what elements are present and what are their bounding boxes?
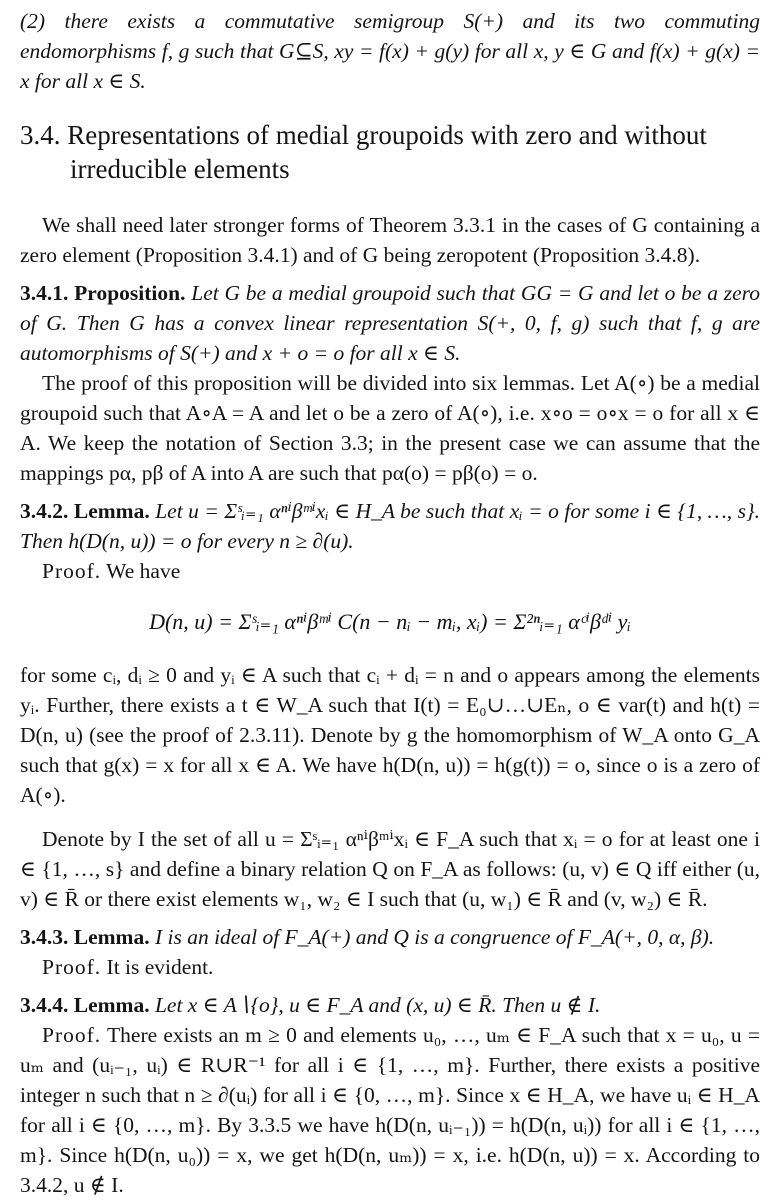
lemma-label: 3.4.2. Lemma. (20, 499, 150, 523)
proof-3-4-4 (20, 1020, 760, 1200)
lemma-statement: Let x ∈ A∖{o}, u ∈ F_A and (x, u) ∈ R̄. Then u ∉ I. (154, 993, 601, 1017)
definition-of-I: Denote by I the set of all u = Σˢᵢ₌₁ αⁿⁱβᵐⁱxᵢ ∈ F_A such that xᵢ = o for at least one i ∈ {1, …, s} and define a binary relation Q on F_A as follows: (u, v) ∈ Q iff either (u, v) ∈ R̄ or there exist elements w₁, w₂ ∈ I such that (u, w₁) ∈ R̄ and (v, w₂) ∈ R̄. (20, 827, 760, 911)
lemma-3-4-3 (20, 922, 760, 952)
proof-3-4-3 (20, 952, 760, 982)
lemma-statement: Let u = Σˢᵢ₌₁ αⁿⁱβᵐⁱxᵢ ∈ H_A be such that xᵢ = o for some i ∈ {1, …, s}. Then h(D(n, u)) = o for every n ≥ ∂(u). (20, 499, 761, 553)
proof-text: It is evident. (106, 955, 214, 979)
display-equation: D(n, u) = Σˢᵢ₌₁ αⁿⁱβᵐⁱ C(n − nᵢ − mᵢ, xᵢ) = Σ²ⁿᵢ₌₁ αᶜⁱβᵈⁱ yᵢ (149, 609, 631, 634)
intro-paragraph: We shall need later stronger forms of Theorem 3.3.1 in the cases of G containing a zero element (Proposition 3.4.1) and of G being zeropotent (Proposition 3.4.8). (20, 213, 760, 267)
intro-item-2: (2) there exists a commutative semigroup S(+) and its two commuting endomorphisms f, g such that G⊆S, xy = f(x) + g(y) for all x, y ∈ G and f(x) + g(x) = x for all x ∈ S. (20, 9, 760, 93)
proof-label: Proof. (42, 1023, 102, 1047)
proof-intro-paragraph: The proof of this proposition will be divided into six lemmas. Let A(∘) be a medial groupoid such that A∘A = A and let o be a zero of A(∘), i.e. x∘o = o∘x = o for all x ∈ A. We keep the notation of Section 3.3; in the present case we can assume that the mappings pα, pβ of A into A are such that pα(o) = pβ(o) = o. (20, 371, 760, 485)
proof-text: There exists an m ≥ 0 and elements u₀, …, uₘ ∈ F_A such that x = u₀, u = uₘ and (uᵢ₋₁, uᵢ) ∈ R∪R⁻¹ for all i ∈ {1, …, m}. Further, there exists a positive integer n such that n ≥ ∂(uᵢ) for all i ∈ {0, …, m}. Since x ∈ H_A, we have uᵢ ∈ H_A for all i ∈ {0, …, m}. By 3.3.5 we have h(D(n, uᵢ₋₁)) = h(D(n, uᵢ)) for all i ∈ {1, …, m}. Since h(D(n, u₀)) = x, we get h(D(n, uₘ)) = x, i.e. h(D(n, u)) = x. According to 3.4.2, u ∉ I. (20, 1023, 760, 1197)
proof-3-4-2-lead (20, 556, 760, 586)
proof-3-4-2-body: for some cᵢ, dᵢ ≥ 0 and yᵢ ∈ A such that cᵢ + dᵢ = n and o appears among the elements yᵢ. Further, there exists a t ∈ W_A such that I(t) = E₀∪…∪Eₙ, o ∈ var(t) and h(t) = D(n, u) (see the proof of 2.3.11). Denote by g the homomorphism of W_A onto G_A such that g(x) = x for all x ∈ A. We have h(D(n, u)) = h(g(t)) = o, since o is a zero of A(∘). (20, 663, 760, 807)
proof-label: Proof. (42, 955, 102, 979)
section-heading: 3.4. Representations of medial groupoids with zero and without irreducible elements (20, 120, 707, 184)
lemma-3-4-4 (20, 990, 760, 1020)
lemma-statement: I is an ideal of F_A(+) and Q is a congruence of F_A(+, 0, α, β). (154, 925, 715, 949)
lemma-label: 3.4.3. Lemma. (20, 925, 150, 949)
lemma-label: 3.4.4. Lemma. (20, 993, 150, 1017)
proposition-label: 3.4.1. Proposition. (20, 281, 186, 305)
proposition-3-4-1 (20, 278, 760, 368)
proposition-statement: Let G be a medial groupoid such that GG = G and let o be a zero of G. Then G has a convex linear representation S(+, 0, f, g) such that f, g are automorphisms of S(+) and x + o = o for all x ∈ S. (20, 281, 760, 365)
proof-label: Proof. (42, 559, 102, 583)
lemma-3-4-2 (20, 496, 760, 556)
proof-lead-text: We have (106, 559, 181, 583)
